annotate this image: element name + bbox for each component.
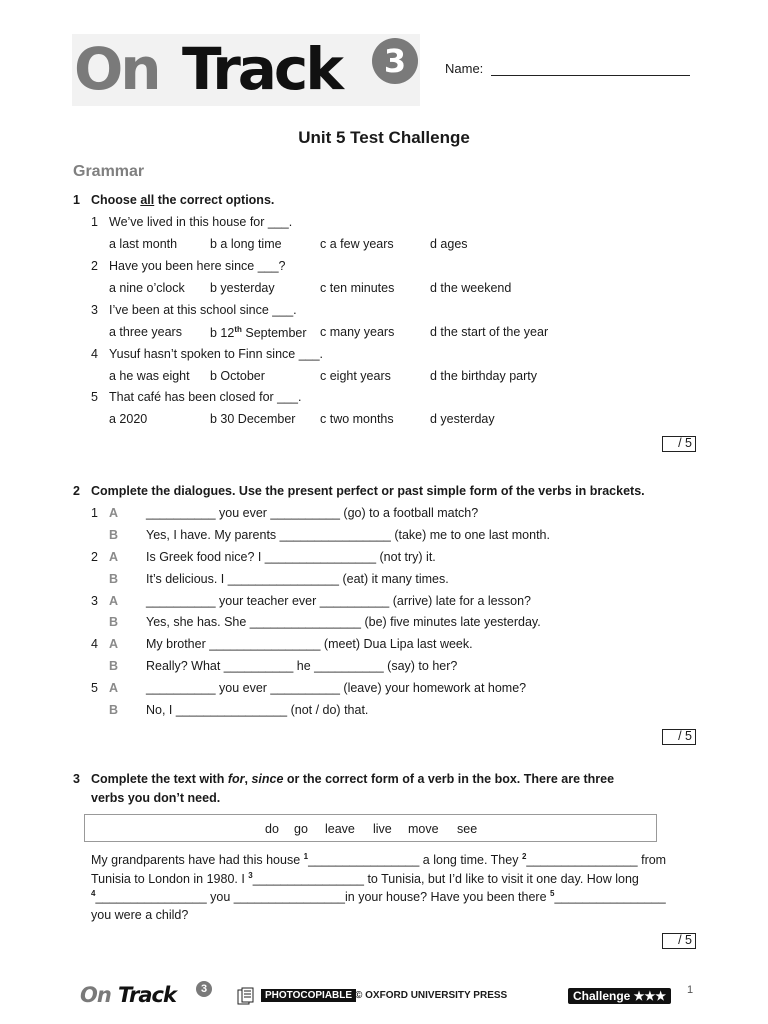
option-c[interactable]: c many years xyxy=(320,325,395,339)
exercise-number: 3 xyxy=(73,772,80,786)
option-b[interactable]: b October xyxy=(210,369,265,383)
item-number: 4 xyxy=(91,637,98,651)
option-c[interactable]: c ten minutes xyxy=(320,281,395,295)
exercise-instruction-cont: verbs you don’t need. xyxy=(91,791,221,805)
word-box-item: go xyxy=(294,822,308,836)
speaker-label: B xyxy=(109,703,119,717)
score-box[interactable]: / 5 xyxy=(662,436,696,452)
item-number: 3 xyxy=(91,594,98,608)
footer-logo-on: On xyxy=(80,983,111,1007)
speaker-label: A xyxy=(109,506,119,520)
exercise-instruction: Complete the dialogues. Use the present perfect or past simple form of the verbs in brackets. xyxy=(91,484,645,498)
option-a[interactable]: a nine o’clock xyxy=(109,281,185,295)
option-b[interactable]: b 12th September xyxy=(210,325,307,341)
name-label: Name: xyxy=(445,61,484,76)
score-box[interactable]: / 5 xyxy=(662,729,696,745)
word-box-item: move xyxy=(408,822,439,836)
item-number: 5 xyxy=(91,681,98,695)
item-number: 3 xyxy=(91,303,98,317)
challenge-badge: Challenge ★★★ xyxy=(568,988,671,1004)
name-field-line xyxy=(491,75,690,76)
gap-text-line[interactable]: $^4$________________ you ________________in your house? Have you been there $^5$________________ xyxy=(91,889,666,905)
item-question: Yusuf hasn’t spoken to Finn since ___. xyxy=(109,347,324,361)
gap-text-line: you were a child? xyxy=(91,908,189,922)
dialogue-line[interactable]: __________ you ever __________ (leave) your homework at home? xyxy=(146,681,527,695)
item-number: 1 xyxy=(91,506,98,520)
option-c[interactable]: c eight years xyxy=(320,369,391,383)
option-c[interactable]: c two months xyxy=(320,412,394,426)
photocopiable-label: PHOTOCOPIABLE xyxy=(261,989,356,1002)
item-question: Have you been here since ___? xyxy=(109,259,286,273)
word-box-item: see xyxy=(457,822,478,836)
speaker-label: A xyxy=(109,637,119,651)
logo-track-text: Track xyxy=(182,35,341,103)
speaker-label: B xyxy=(109,659,119,673)
word-box-item: live xyxy=(373,822,392,836)
dialogue-line[interactable]: Really? What __________ he __________ (say) to her? xyxy=(146,659,458,673)
item-number: 5 xyxy=(91,390,98,404)
option-b[interactable]: b yesterday xyxy=(210,281,275,295)
publisher-label: © OXFORD UNIVERSITY PRESS xyxy=(355,990,508,1001)
dialogue-line[interactable]: Yes, she has. She ________________ (be) five minutes late yesterday. xyxy=(146,615,541,629)
option-c[interactable]: c a few years xyxy=(320,237,394,251)
page-number: 1 xyxy=(687,984,694,996)
exercise-number: 1 xyxy=(73,193,80,207)
page-title: Unit 5 Test Challenge xyxy=(298,128,470,147)
option-d[interactable]: d yesterday xyxy=(430,412,495,426)
option-b[interactable]: b 30 December xyxy=(210,412,296,426)
exercise-number: 2 xyxy=(73,484,80,498)
word-box-item: do xyxy=(265,822,279,836)
option-a[interactable]: a last month xyxy=(109,237,178,251)
section-heading: Grammar xyxy=(73,163,145,180)
item-question: I’ve been at this school since ___. xyxy=(109,303,297,317)
dialogue-line[interactable]: Yes, I have. My parents ________________ (take) me to one last month. xyxy=(146,528,550,542)
option-a[interactable]: a 2020 xyxy=(109,412,148,426)
word-box-item: leave xyxy=(325,822,355,836)
score-box[interactable]: / 5 xyxy=(662,933,696,949)
item-number: 2 xyxy=(91,259,98,273)
item-number: 2 xyxy=(91,550,98,564)
exercise-instruction: Choose all the correct options. xyxy=(91,193,275,207)
gap-text-line[interactable]: My grandparents have had this house $^1$________________ a long time. They $^2$________________ from xyxy=(91,852,667,868)
dialogue-line[interactable]: __________ you ever __________ (go) to a football match? xyxy=(146,506,479,520)
option-a[interactable]: a he was eight xyxy=(109,369,190,383)
footer-logo-track: Track xyxy=(118,983,176,1007)
option-a[interactable]: a three years xyxy=(109,325,182,339)
word-box xyxy=(84,814,657,842)
exercise-instruction: Complete the text with for, since or the correct form of a verb in the box. There are three xyxy=(91,772,615,786)
speaker-label: A xyxy=(109,594,119,608)
speaker-label: B xyxy=(109,528,119,542)
dialogue-line[interactable]: Is Greek food nice? I ________________ (not try) it. xyxy=(146,550,436,564)
dialogue-line[interactable]: __________ your teacher ever __________ (arrive) late for a lesson? xyxy=(146,594,531,608)
logo-on-text: On xyxy=(74,35,159,103)
option-d[interactable]: d the weekend xyxy=(430,281,512,295)
option-b[interactable]: b a long time xyxy=(210,237,282,251)
option-d[interactable]: d the birthday party xyxy=(430,369,538,383)
option-d[interactable]: d ages xyxy=(430,237,468,251)
speaker-label: A xyxy=(109,550,119,564)
footer-logo-badge: 3 xyxy=(196,981,212,997)
logo-level-badge: 3 xyxy=(372,38,418,84)
item-question: We’ve lived in this house for ___. xyxy=(109,215,293,229)
item-number: 1 xyxy=(91,215,98,229)
dialogue-line[interactable]: It’s delicious. I ________________ (eat) it many times. xyxy=(146,572,449,586)
dialogue-line[interactable]: My brother ________________ (meet) Dua Lipa last week. xyxy=(146,637,473,651)
item-number: 4 xyxy=(91,347,98,361)
speaker-label: B xyxy=(109,615,119,629)
dialogue-line[interactable]: No, I ________________ (not / do) that. xyxy=(146,703,369,717)
photocopy-icon xyxy=(237,987,255,1005)
speaker-label: B xyxy=(109,572,119,586)
speaker-label: A xyxy=(109,681,119,695)
item-question: That café has been closed for ___. xyxy=(109,390,302,404)
option-d[interactable]: d the start of the year xyxy=(430,325,549,339)
gap-text-line[interactable]: Tunisia to London in 1980. I $^3$________________ to Tunisia, but I’d like to visit it one day. How long xyxy=(91,871,639,887)
